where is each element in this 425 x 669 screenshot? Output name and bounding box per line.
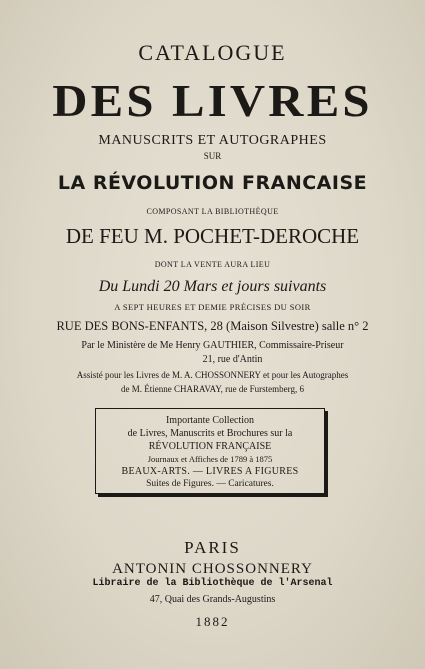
publisher-address: 47, Quai des Grands-Augustins [149,594,276,605]
experts-line: Assisté pour les Livres de M. A. CHOSSONNERY et pour les Autographes [76,370,349,380]
publisher-title: Libraire de la Bibliothèque de l'Arsenal [92,578,333,589]
publisher-city: PARIS [184,538,241,557]
box-line: Importante Collection [165,415,255,426]
box-line: RÉVOLUTION FRANÇAISE [148,441,272,452]
composant-text: COMPOSANT LA BIBLIOTHÈQUE [146,207,279,216]
box-line: Journaux et Affiches de 1789 à 1875 [147,454,273,464]
auctioneer-line: Par le Ministère de Me Henry GAUTHIER, Commissaire-Priseur [81,340,344,351]
experts-line-2: de M. Étienne CHARAVAY, rue de Furstemberg, 6 [121,384,304,394]
sur-text: SUR [203,151,222,161]
manuscrits-subtitle: MANUSCRITS ET AUTOGRAPHES [98,133,327,148]
revolution-heading: LA RÉVOLUTION FRANCAISE [57,172,368,194]
catalogue-heading: CATALOGUE [138,40,287,65]
box-line: BEAUX-ARTS. — LIVRES A FIGURES [121,466,299,477]
publication-year: 1882 [195,614,230,629]
publisher-name: ANTONIN CHOSSONNERY [112,561,313,577]
sale-address: RUE DES BONS-ENFANTS, 28 (Maison Silvestre) salle n° 2 [56,319,369,333]
sale-date: Du Lundi 20 Mars et jours suivants [98,278,327,295]
box-line: de Livres, Manuscrits et Brochures sur la [127,428,293,439]
owner-heading: DE FEU M. POCHET-DEROCHE [65,224,360,248]
des-livres-heading: DES LIVRES [52,75,373,126]
sale-time: A SEPT HEURES ET DEMIE PRÉCISES DU SOIR [114,302,311,312]
sale-intro: DONT LA VENTE AURA LIEU [154,260,271,269]
collection-box [95,408,325,494]
box-line: Suites de Figures. — Caricatures. [146,479,274,489]
auctioneer-address: 21, rue d'Antin [202,354,263,365]
